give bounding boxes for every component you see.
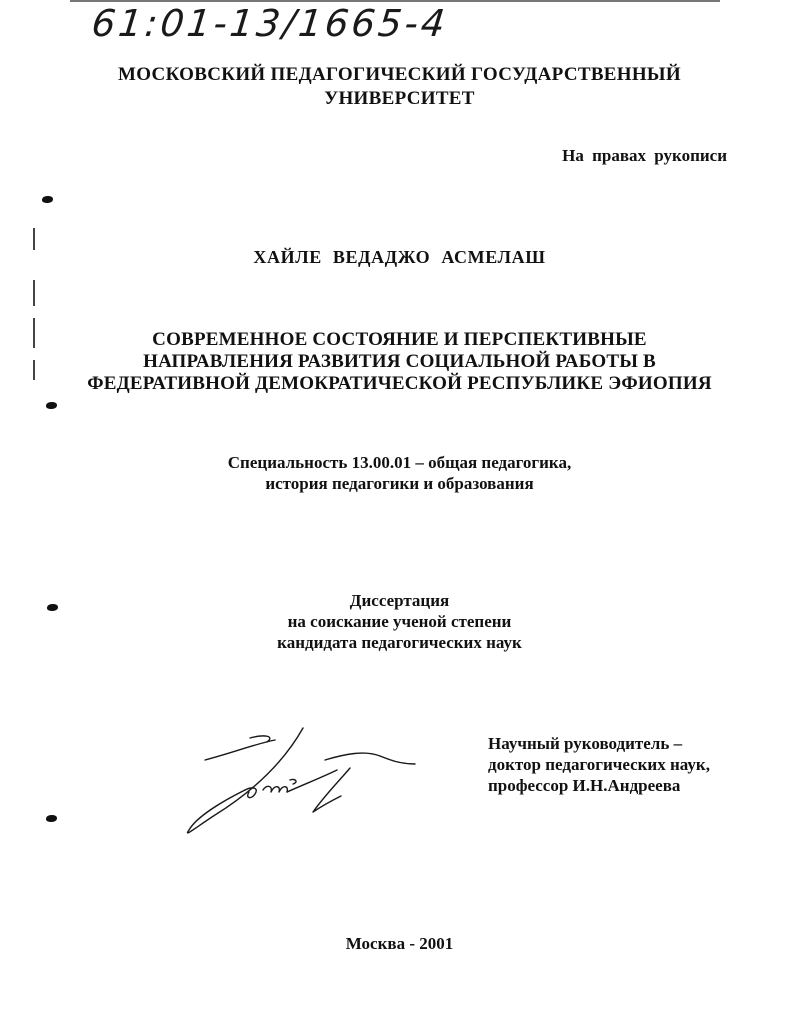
scan-mark <box>47 604 58 611</box>
advisor-line-2: доктор педагогических наук, <box>488 755 710 774</box>
margin-line <box>33 280 35 306</box>
advisor-line-1: Научный руководитель – <box>488 734 683 753</box>
title-line-1: СОВРЕМЕННОЕ СОСТОЯНИЕ И ПЕРСПЕКТИВНЫЕ <box>152 329 647 350</box>
degree-line-3: кандидата педагогических наук <box>277 633 522 652</box>
archive-number: 61:01-13/1665-4 <box>89 2 450 45</box>
margin-line <box>33 318 35 348</box>
degree-line-1: Диссертация <box>349 591 450 610</box>
manuscript-note: На правах рукописи <box>562 146 727 165</box>
title-line-3: ФЕДЕРАТИВНОЙ ДЕМОКРАТИЧЕСКОЙ РЕСПУБЛИКЕ ЭФИОПИЯ <box>87 373 712 394</box>
scan-mark <box>42 196 53 203</box>
advisor-line-3: профессор И.Н.Андреева <box>488 776 681 795</box>
margin-line <box>33 228 35 250</box>
scientific-advisor <box>488 733 710 796</box>
specialty-line-1: Специальность 13.00.01 – общая педагогика, <box>227 453 572 472</box>
specialty <box>0 452 799 494</box>
university-line-1: МОСКОВСКИЙ ПЕДАГОГИЧЕСКИЙ ГОСУДАРСТВЕННЫЙ <box>118 64 681 85</box>
dissertation-title <box>0 329 799 395</box>
specialty-line-2: история педагогики и образования <box>265 474 534 493</box>
handwritten-signature <box>175 720 425 845</box>
scan-mark <box>46 402 57 409</box>
university-line-2: УНИВЕРСИТЕТ <box>324 88 475 109</box>
degree-line-2: на соискание ученой степени <box>287 612 512 631</box>
author-name: ХАЙЛЕ ВЕДАДЖО АСМЕЛАШ <box>253 247 546 267</box>
degree-statement <box>0 590 799 653</box>
margin-line <box>33 360 35 380</box>
scan-mark <box>46 815 57 822</box>
city-year: Москва - 2001 <box>345 934 454 953</box>
university-name <box>0 63 799 111</box>
title-line-2: НАПРАВЛЕНИЯ РАЗВИТИЯ СОЦИАЛЬНОЙ РАБОТЫ В <box>143 351 656 372</box>
